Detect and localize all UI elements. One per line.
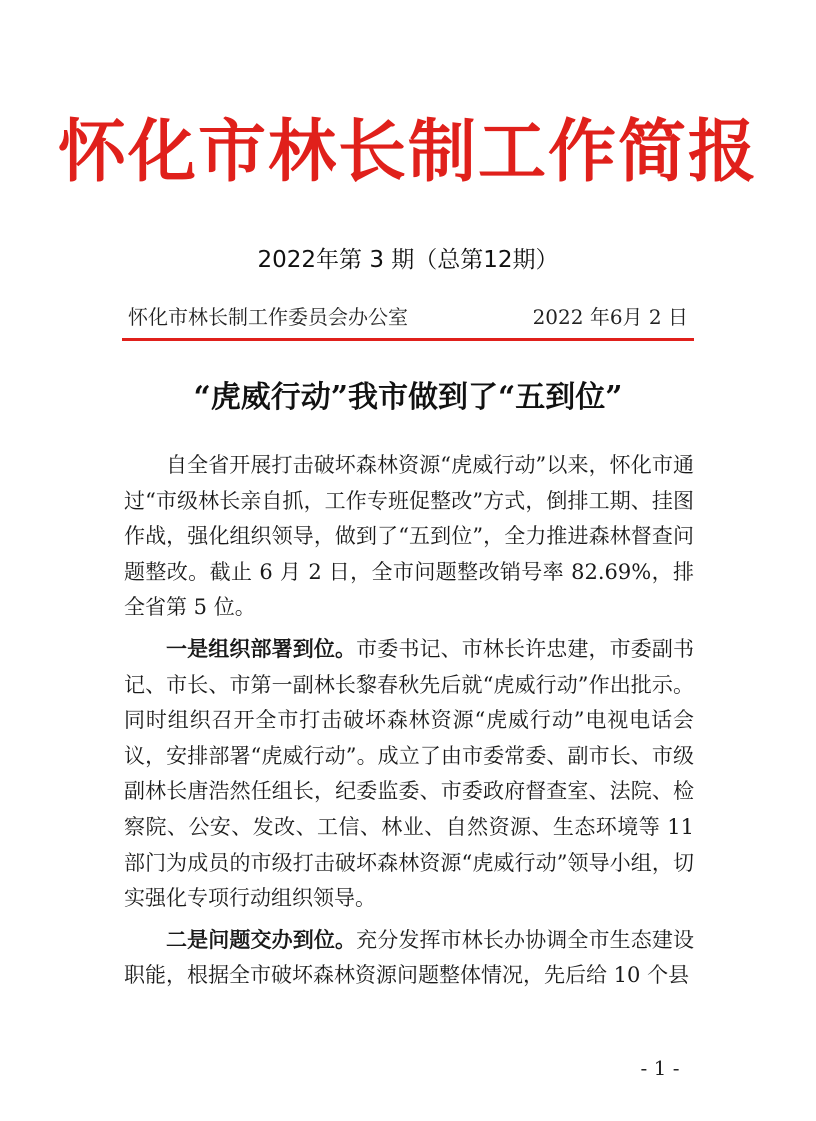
red-divider-line — [122, 338, 694, 341]
issue-number: 2022年第 3 期（总第12期） — [257, 247, 559, 273]
paragraph-lead-heading: 二是问题交办到位。 — [166, 927, 357, 952]
bulletin-masthead-title: 怀化市林长制工作简报 — [57, 113, 758, 192]
paragraph-text: 充分发挥市林长办协调全市生态建设职能，根据全市破坏森林资源问题整体情况，先后给 10 个县 — [124, 927, 694, 988]
publication-info-row — [128, 302, 688, 332]
page-number: - 1 - — [640, 1056, 680, 1080]
publication-date: 2022 年6月 2 日 — [532, 305, 688, 329]
paragraph-lead-heading: 一是组织部署到位。 — [166, 636, 357, 661]
body-paragraph — [124, 632, 694, 917]
body-paragraph — [124, 923, 694, 994]
paragraph-text: 市委书记、市林长许忠建，市委副书记、市长、市第一副林长黎春秋先后就“虎威行动”作出批示。同时组织召开全市打击破坏森林资源“虎威行动”电视电话会议，安排部署“虎威行动”。成立了由市委常委、副市长、市级副林长唐浩然任组长，纪委监委、市委政府督查室、法院、检察院、公安、发改、工信、林业、自然资源、生态环境等 11 部门为成员的市级打击破坏森林资源“虎威行动”领导小组，切实强化专项行动组织领导。 — [124, 636, 694, 911]
intro-paragraph — [124, 448, 694, 626]
article-body — [124, 448, 694, 1000]
issuing-organization: 怀化市林长制工作委员会办公室 — [128, 305, 408, 329]
paragraph-text: 自全省开展打击破坏森林资源“虎威行动”以来，怀化市通过“市级林长亲自抓，工作专班促整改”方式，倒排工期、挂图作战，强化组织领导，做到了“五到位”，全力推进森林督查问题整改。截止 6 月 2 日，全市问题整改销号率 82.69%，排全省第 5 位。 — [124, 453, 694, 620]
article-title: “虎威行动”我市做到了“五到位” — [193, 380, 623, 415]
